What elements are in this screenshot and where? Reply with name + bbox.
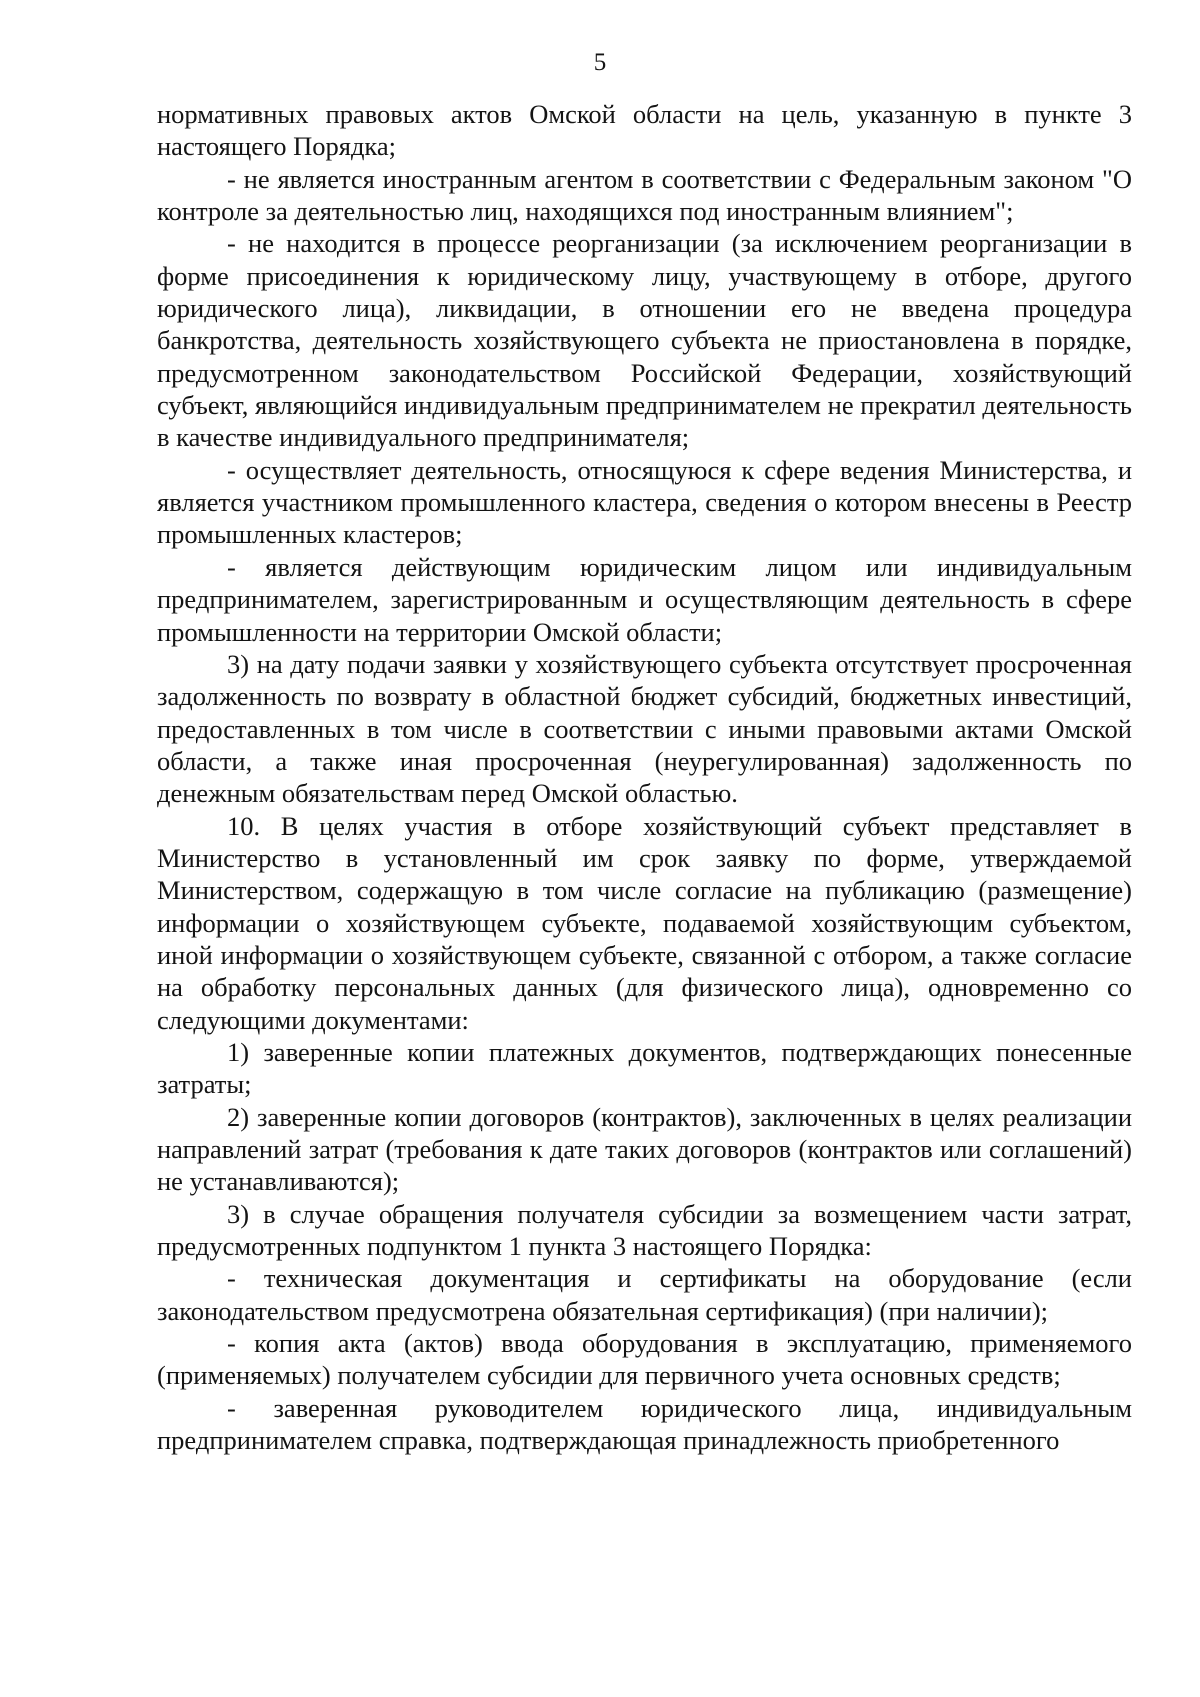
list-item-payment-docs: 1) заверенные копии платежных документов, подтверждающих понесенные затраты; [157, 1036, 1132, 1100]
paragraph-reorganization: - не находится в процессе реорганизации (за исключением реорганизации в форме присоединения к юридическому лицу, участвующему в отборе, другого юридического лица), ликвидации, в отношении его не введена процедура банкротства, деятельность хозяйствующего субъекта не приостановлена в порядке, предусмотренном законодательством Российской Федерации, хозяйствующий субъект, являющийся индивидуальным предпринимателем не прекратил деятельность в качестве индивидуального предпринимателя; [157, 228, 1132, 453]
paragraph-continuation: нормативных правовых актов Омской области на цель, указанную в пункте 3 настоящего Порядка; [157, 99, 1132, 162]
paragraph-application: 10. В целях участия в отборе хозяйствующий субъект представляет в Министерство в установленный им срок заявку по форме, утверждаемой Министерством, содержащую в том числе согласие на публикацию (размещение) информации о хозяйствующем субъекте, подаваемой хозяйствующим субъектом, иной информации о хозяйствующем субъекте, связанной с отбором, а также согласие на обработку персональных данных (для физического лица), одновременно со следующими документами: [157, 810, 1132, 1035]
list-item-contracts: 2) заверенные копии договоров (контрактов), заключенных в целях реализации направлений затрат (требования к дате таких договоров (контрактов или соглашений) не устанавливаются); [157, 1101, 1132, 1197]
paragraph-cluster-member: - осуществляет деятельность, относящуюся к сфере ведения Министерства, и является участником промышленного кластера, сведения о котором внесены в Реестр промышленных кластеров; [157, 454, 1132, 550]
paragraph-foreign-agent: - не является иностранным агентом в соответствии с Федеральным законом "О контроле за деятельностью лиц, находящихся под иностранным влиянием"; [157, 163, 1132, 227]
list-item-cost-reimbursement: 3) в случае обращения получателя субсидии за возмещением части затрат, предусмотренных подпунктом 1 пункта 3 настоящего Порядка: [157, 1198, 1132, 1262]
list-item-commissioning-act: - копия акта (актов) ввода оборудования в эксплуатацию, применяемого (применяемых) получателем субсидии для первичного учета основных средств; [157, 1328, 1132, 1391]
list-item-ownership-certificate: - заверенная руководителем юридического лица, индивидуальным предпринимателем справка, подтверждающая принадлежность приобретенного [157, 1392, 1132, 1456]
list-item-technical-docs: - техническая документация и сертификаты на оборудование (если законодательством предусмотрена обязательная сертификация) (при наличии); [157, 1263, 1132, 1326]
page-number: 5 [593, 49, 607, 76]
document-body [157, 98, 1132, 1456]
paragraph-no-debt: 3) на дату подачи заявки у хозяйствующего субъекта отсутствует просроченная задолженность по возврату в областной бюджет субсидий, бюджетных инвестиций, предоставленных в том числе в соответствии с иными правовыми актами Омской области, а также иная просроченная (неурегулированная) задолженность по денежным обязательствам перед Омской областью. [157, 648, 1132, 809]
paragraph-active-entity: - является действующим юридическим лицом или индивидуальным предпринимателем, зарегистрированным и осуществляющим деятельность в сфере промышленности на территории Омской области; [157, 551, 1132, 647]
